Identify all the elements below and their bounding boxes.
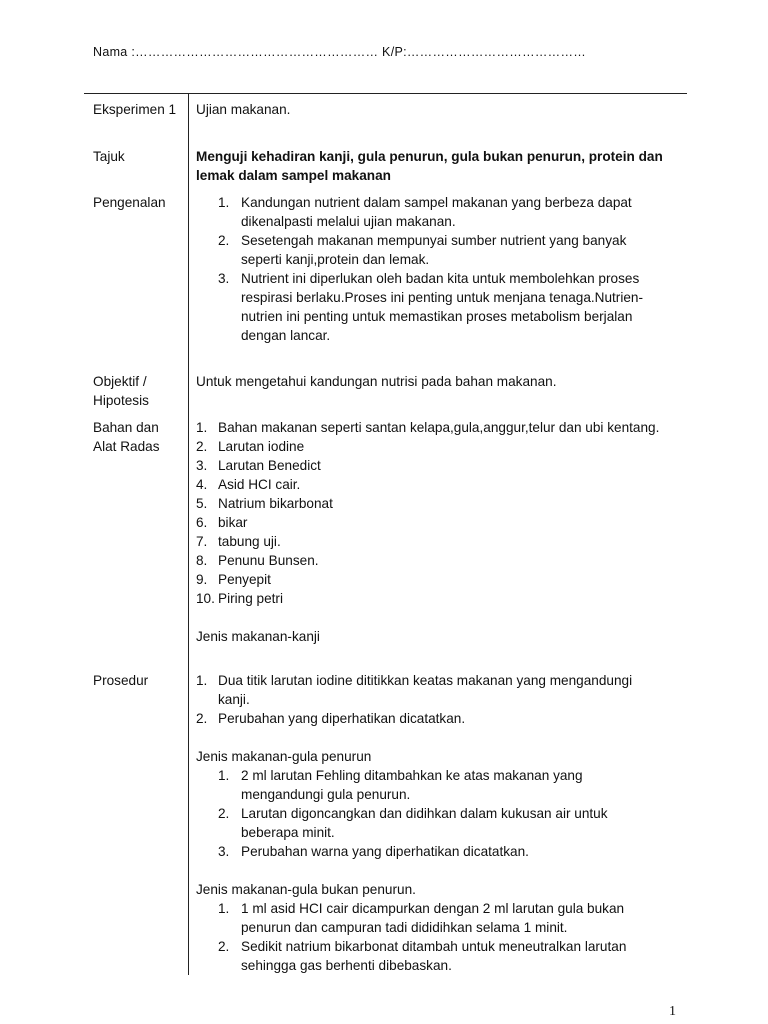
list-item: 3. Nutrient ini diperlukan oleh badan kita untuk membolehkan proses respirasi berlaku.Proses ini penting untuk menjana tenaga.Nutrien-nutrien ini penting untuk memastikan proses metabolism berjalan dengan lancar. <box>218 271 643 343</box>
list-item: 10. Piring petri <box>196 591 283 606</box>
list-item: 7. tabung uji. <box>196 534 281 549</box>
list-item: 2. Larutan iodine <box>196 439 305 454</box>
prosedur-section <box>196 671 666 975</box>
pengenalan-list <box>196 193 666 345</box>
page-number: 1 <box>669 1004 676 1019</box>
label-bahan: Bahan dan Alat Radas <box>93 420 160 454</box>
value-tajuk: Menguji kehadiran kanji, gula penurun, gula bukan penurun, protein dan lemak dalam sampel makanan <box>196 149 663 183</box>
label-tajuk: Tajuk <box>93 149 125 164</box>
list-item: 2. Perubahan yang diperhatikan dicatatkan. <box>196 711 466 726</box>
list-item: 2. Sedikit natrium bikarbonat ditambah untuk meneutralkan larutan sehingga gas berhenti dibebaskan. <box>218 939 627 973</box>
label-eksperimen: Eksperimen 1 <box>93 102 177 117</box>
heading-gula-penurun: Jenis makanan-gula penurun <box>196 749 372 764</box>
value-eksperimen: Ujian makanan. <box>196 102 291 117</box>
heading-kanji: Jenis makanan-kanji <box>196 629 320 644</box>
list-item: 2. Sesetengah makanan mempunyai sumber nutrient yang banyak seperti kanji,protein dan lemak. <box>218 233 627 267</box>
label-prosedur: Prosedur <box>93 673 149 688</box>
label-pengenalan: Pengenalan <box>93 195 166 210</box>
list-item: 1. Dua titik larutan iodine dititikkan keatas makanan yang mengandungi kanji. <box>196 673 633 707</box>
list-item: 1. 2 ml larutan Fehling ditambahkan ke atas makanan yang mengandungi gula penurun. <box>218 768 583 802</box>
list-item: 9. Penyepit <box>196 572 271 587</box>
value-objektif: Untuk mengetahui kandungan nutrisi pada bahan makanan. <box>196 374 557 389</box>
list-item: 5. Natrium bikarbonat <box>196 496 333 511</box>
bahan-list <box>196 418 666 646</box>
table-top-rule <box>84 93 687 94</box>
list-item: 8. Penunu Bunsen. <box>196 553 319 568</box>
list-item: 3. Larutan Benedict <box>196 458 321 473</box>
list-item: 1. Bahan makanan seperti santan kelapa,gula,anggur,telur dan ubi kentang. <box>196 420 660 435</box>
page-header: Nama :………………………………………………… K/P:…………………………………… <box>93 45 587 59</box>
label-objektif: Objektif / Hipotesis <box>93 374 149 408</box>
table-column-divider <box>188 93 189 975</box>
list-item: 6. bikar <box>196 515 248 530</box>
list-item: 1. Kandungan nutrient dalam sampel makanan yang berbeza dapat dikenalpasti melalui ujian makanan. <box>218 195 632 229</box>
list-item: 3. Perubahan warna yang diperhatikan dicatatkan. <box>218 844 529 859</box>
list-item: 1. 1 ml asid HCI cair dicampurkan dengan 2 ml larutan gula bukan penurun dan campuran tadi dididihkan selama 1 minit. <box>218 901 625 935</box>
heading-gula-bukan-penurun: Jenis makanan-gula bukan penurun. <box>196 882 416 897</box>
list-item: 4. Asid HCI cair. <box>196 477 301 492</box>
list-item: 2. Larutan digoncangkan dan didihkan dalam kukusan air untuk beberapa minit. <box>218 806 608 840</box>
